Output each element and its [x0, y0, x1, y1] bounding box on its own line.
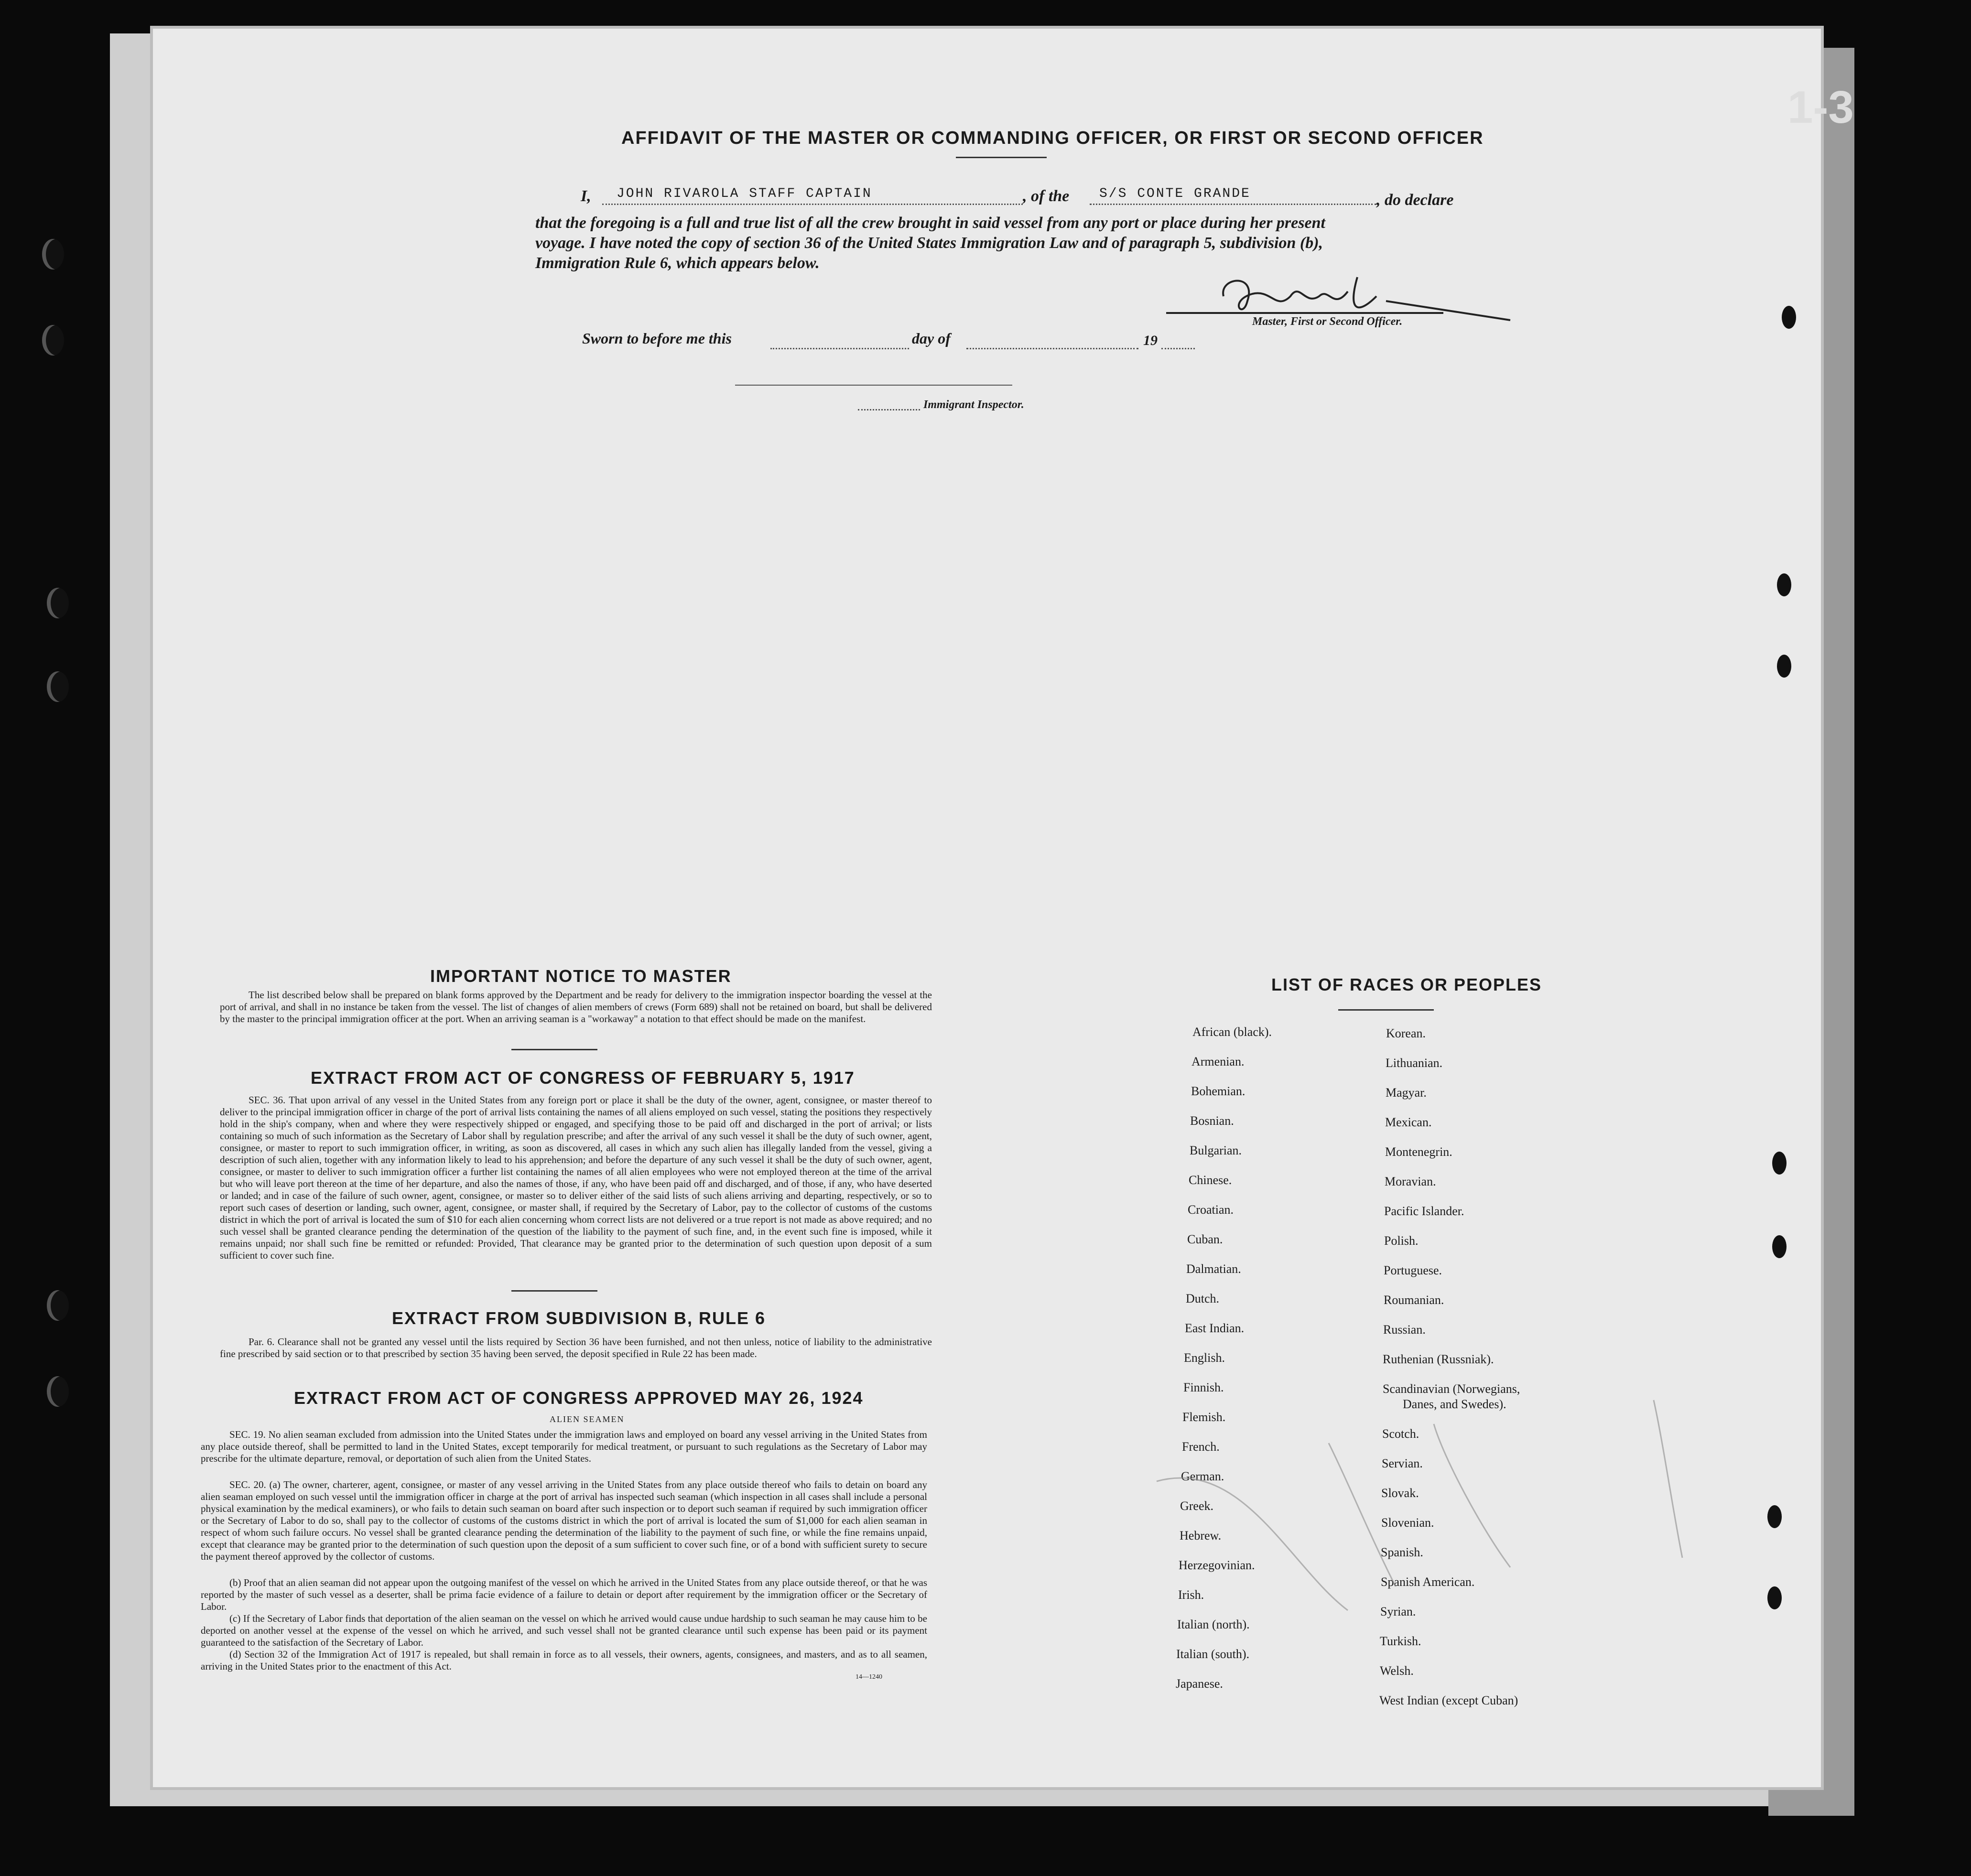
race-item-left: English.	[1184, 1351, 1225, 1365]
inspector-signature-line	[735, 385, 1012, 386]
signature-caption: Master, First or Second Officer.	[1252, 315, 1403, 328]
affidavit-prefix: I,	[581, 187, 591, 205]
affidavit-title: AFFIDAVIT OF THE MASTER OR COMMANDING OFFICER, OR FIRST OR SECOND OFFICER	[621, 128, 1484, 148]
race-item-right: Moravian.	[1385, 1175, 1436, 1188]
of-the-text: , of the	[1023, 187, 1070, 205]
notice-body: The list described below shall be prepared on blank forms approved by the Department and be ready for delivery to the immigration inspector boarding the vessel at the port of arrival, and shall in no instance be taken from the vessel. The list of changes of alien members of crews (Form 689) shall not be retained on board, but shall be delivered by the master to the principal immigration officer at the port. When an arriving seaman is a "workaway" a notation to that effect should be made on the manifest.	[220, 989, 932, 1024]
race-item-left: Bulgarian.	[1190, 1143, 1242, 1157]
race-item-right: Montenegrin.	[1385, 1145, 1452, 1159]
corner-mark: 1-3	[1787, 82, 1854, 133]
race-item-left: East Indian.	[1185, 1321, 1245, 1335]
race-item-right: Scandinavian (Norwegians,	[1383, 1382, 1520, 1396]
race-item-left: Bosnian.	[1190, 1114, 1234, 1128]
race-item-left: Flemish.	[1182, 1410, 1226, 1424]
punch-hole	[42, 325, 64, 356]
race-item-left: Hebrew.	[1180, 1529, 1222, 1542]
affidavit-line-2: that the foregoing is a full and true list of all the crew brought in said vessel from any port or place during her present	[535, 214, 1325, 232]
sworn-day-field[interactable]	[770, 334, 909, 349]
race-item-left: Cuban.	[1187, 1232, 1223, 1246]
race-item-left: Japanese.	[1176, 1677, 1223, 1691]
race-item-left: French.	[1182, 1440, 1220, 1454]
tab-hole	[1767, 1586, 1782, 1609]
title-rule	[956, 157, 1047, 158]
race-item-right: Syrian.	[1380, 1605, 1416, 1618]
race-item-left: German.	[1181, 1469, 1224, 1483]
extract-1917-title: EXTRACT FROM ACT OF CONGRESS OF FEBRUARY 5, 1917	[311, 1068, 855, 1088]
sworn-year-field[interactable]	[1161, 334, 1195, 349]
race-item-right: Korean.	[1386, 1026, 1426, 1040]
sworn-text: Sworn to before me this	[582, 330, 732, 347]
extract-1917-body: SEC. 36. That upon arrival of any vessel in the United States from any foreign port or place it shall be the duty of the owner, agent, consignee, or master thereof to deliver to the principal immigration officer in charge of the port of arrival lists containing the names of all aliens employed on such vessel, stating the positions they respectively hold in the ship's company, when and where they were respectively shipped or engaged, and specifying those to be paid off and discharged in the port of arrival; or lists containing so much of such information as the Secretary of Labor shall by regulation prescribe; and after the arrival of any such vessel it shall be the duty of such owner, agent, consignee, or master to report to such immigration officer, in writing, as soon as discovered, all cases in which any such alien has illegally landed from the vessel, giving a description of such alien, together with any information likely to lead to his apprehension; and before the departure of any such vessel it shall be the duty of such owner, agent, consignee, or master to deliver to such immigration officer a further list containing the names of all alien employees who were not employed thereon at the time of the arrival but who will leave port thereon at the time of her departure, and also the names of those, if any, who have been paid off and discharged, and of those, if any, who have deserted or landed; and in case of the failure of such owner, agent, consignee, or master so to deliver either of the said lists of such aliens arriving and departing, respectively, or so to report such cases of desertion or landing, such owner, agent, consignee, or master shall, if required by the Secretary of Labor, pay to the collector of customs of the customs district in which the port of arrival is located the sum of $10 for each alien concerning whom correct lists are not delivered or a true report is not made as above required; and no such vessel shall be granted clearance pending the determination of the question of the liability to the payment of such fine, and, in the event such fine is imposed, while it remains unpaid; nor shall such fine be remitted or refunded: Provided, That clearance may be granted prior to the determination of such question upon deposit of a sum sufficient to cover such fine.	[220, 1094, 932, 1261]
tab-hole	[1767, 1505, 1782, 1528]
tab-hole	[1777, 655, 1791, 678]
race-item-right: Spanish American.	[1381, 1575, 1475, 1589]
race-item-right: Magyar.	[1386, 1086, 1427, 1100]
race-item-left: Chinese.	[1189, 1173, 1232, 1187]
extract-1924-sec20a: SEC. 20. (a) The owner, charterer, agent, consignee, or master of any vessel arriving in the United States from any place outside thereof who fails to detain on board any alien seaman employed on such vessel until the immigration officer in charge at the port of arrival has inspected such seaman (which inspection in all cases shall include a personal physical examination by the medical examiners), or who fails to detain such seaman on board after such inspection or to deport such seaman if required by such immigration officer or the Secretary of Labor to do so, shall pay to the collector of customs of the customs district in which the port of arrival is located the sum of $1,000 for each alien seaman in respect of whom such failure occurs. No vessel shall be granted clearance pending the determination of the liability to the payment of such fine, or while the fine remains unpaid, except that clearance may be granted prior to the determination of such question upon the deposit of a sum sufficient to cover such fine, or of a bond with sufficient surety to secure the payment thereof approved by the collector of customs.	[201, 1479, 927, 1562]
race-item-left: Croatian.	[1188, 1203, 1234, 1217]
form-number: 14—1240	[856, 1673, 882, 1681]
race-item-left: Dalmatian.	[1186, 1262, 1241, 1276]
day-of-text: day of	[912, 330, 951, 347]
race-item-left: Italian (south).	[1176, 1647, 1250, 1661]
race-item-right: Portuguese.	[1384, 1263, 1442, 1277]
race-item-left: Italian (north).	[1177, 1617, 1250, 1631]
race-item-right: Pacific Islander.	[1384, 1204, 1464, 1218]
punch-hole	[47, 1376, 69, 1407]
vessel-field[interactable]	[1090, 186, 1376, 205]
punch-hole	[47, 1290, 69, 1321]
punch-hole	[47, 588, 69, 618]
notice-title: IMPORTANT NOTICE TO MASTER	[430, 966, 732, 986]
race-item-right: Mexican.	[1385, 1115, 1432, 1129]
race-item-right: Servian.	[1382, 1456, 1423, 1470]
race-item-left: African (black).	[1192, 1025, 1272, 1039]
race-item-right: Slovak.	[1381, 1486, 1419, 1500]
races-rule	[1338, 1009, 1434, 1011]
race-item-left: Greek.	[1180, 1499, 1214, 1513]
officer-name-field[interactable]	[602, 186, 1023, 205]
do-declare-text: , do declare	[1376, 191, 1454, 209]
extract-1924-subtitle: ALIEN SEAMEN	[550, 1414, 625, 1424]
extract-rule6-body: Par. 6. Clearance shall not be granted any vessel until the lists required by Section 36 have been furnished, and not then unless, notice of liability to the administrative fine prescribed by said section or to that prescribed by section 35 having been served, the deposit specified in Rule 22 has been made.	[220, 1336, 932, 1359]
extract-rule6-title: EXTRACT FROM SUBDIVISION B, RULE 6	[392, 1308, 766, 1328]
sworn-month-field[interactable]	[966, 334, 1138, 349]
race-item-right: Scotch.	[1382, 1427, 1419, 1441]
race-item-left: Dutch.	[1186, 1292, 1220, 1305]
race-item-right: Spanish.	[1381, 1545, 1423, 1559]
race-item-right: Roumanian.	[1384, 1293, 1444, 1307]
tab-hole	[1782, 306, 1796, 329]
race-item-right: Polish.	[1384, 1234, 1419, 1248]
extract-1924-sec20b: (b) Proof that an alien seaman did not appear upon the outgoing manifest of the vessel on which he arrived in the United States from any place outside thereof, or that he was reported by the master of such vessel as a deserter, shall be prima facie evidence of a failure to detain or deport after requirement by the immigration officer or the Secretary of Labor.	[201, 1577, 927, 1612]
race-item-left: Finnish.	[1183, 1380, 1224, 1394]
inspector-field[interactable]	[858, 398, 920, 410]
punch-hole	[42, 239, 64, 270]
race-item-right: West Indian (except Cuban)	[1379, 1693, 1518, 1707]
race-item-right: Welsh.	[1380, 1664, 1414, 1678]
race-item-left: Armenian.	[1191, 1055, 1245, 1068]
race-item-right: Ruthenian (Russniak).	[1383, 1352, 1494, 1366]
tab-hole	[1777, 573, 1791, 596]
affidavit-line-4: Immigration Rule 6, which appears below.	[535, 254, 820, 272]
year-prefix: 19	[1143, 333, 1158, 348]
race-item-right: Lithuanian.	[1386, 1056, 1443, 1070]
pencil-scribbles	[1147, 1386, 1721, 1625]
extract-1924-sec20c: (c) If the Secretary of Labor finds that deportation of the alien seaman on the vessel on which he arrived would cause undue hardship to such seaman he may cause him to be deported on another vessel at the expense of the vessel on which he arrived, and such vessel shall not be granted clearance until such expense has been paid or its payment guaranteed to the satisfaction of the Secretary of Labor.	[201, 1613, 927, 1648]
punch-hole	[47, 671, 69, 702]
race-item-right: Danes, and Swedes).	[1403, 1397, 1506, 1411]
race-item-right: Russian.	[1383, 1323, 1426, 1337]
race-item-right: Slovenian.	[1381, 1516, 1434, 1530]
tab-hole	[1772, 1152, 1787, 1175]
extract-1924-sec19: SEC. 19. No alien seaman excluded from admission into the United States under the immigration laws and employed on board any vessel arriving in the United States from any place outside thereof, shall be permitted to land in the United States, except temporarily for medical treatment, or pursuant to such regulations as the Secretary of Labor may prescribe for the ultimate departure, removal, or deportation of such alien from the United States.	[201, 1429, 927, 1464]
race-item-left: Irish.	[1178, 1588, 1204, 1602]
race-item-right: Turkish.	[1380, 1634, 1421, 1648]
races-title: LIST OF RACES OR PEOPLES	[1271, 975, 1542, 994]
extract-1924-title: EXTRACT FROM ACT OF CONGRESS APPROVED MAY 26, 1924	[294, 1388, 864, 1408]
race-item-left: Bohemian.	[1191, 1084, 1245, 1098]
officer-name: JOHN RIVAROLA STAFF CAPTAIN	[617, 186, 872, 201]
tab-hole	[1772, 1235, 1787, 1258]
race-item-left: Herzegovinian.	[1179, 1558, 1255, 1572]
section-rule	[511, 1049, 597, 1050]
vessel-name: S/S CONTE GRANDE	[1099, 186, 1251, 201]
affidavit-line-3: voyage. I have noted the copy of section 36 of the United States Immigration Law and of paragraph 5, subdivision (b),	[535, 234, 1323, 252]
section-rule	[511, 1290, 597, 1292]
inspector-caption: Immigrant Inspector.	[923, 399, 1024, 411]
extract-1924-sec20d: (d) Section 32 of the Immigration Act of 1917 is repealed, but shall remain in force as to all vessels, their owners, agents, consignees, and masters, and as to all seamen, arriving in the United States prior to the enactment of this Act.	[201, 1649, 927, 1672]
